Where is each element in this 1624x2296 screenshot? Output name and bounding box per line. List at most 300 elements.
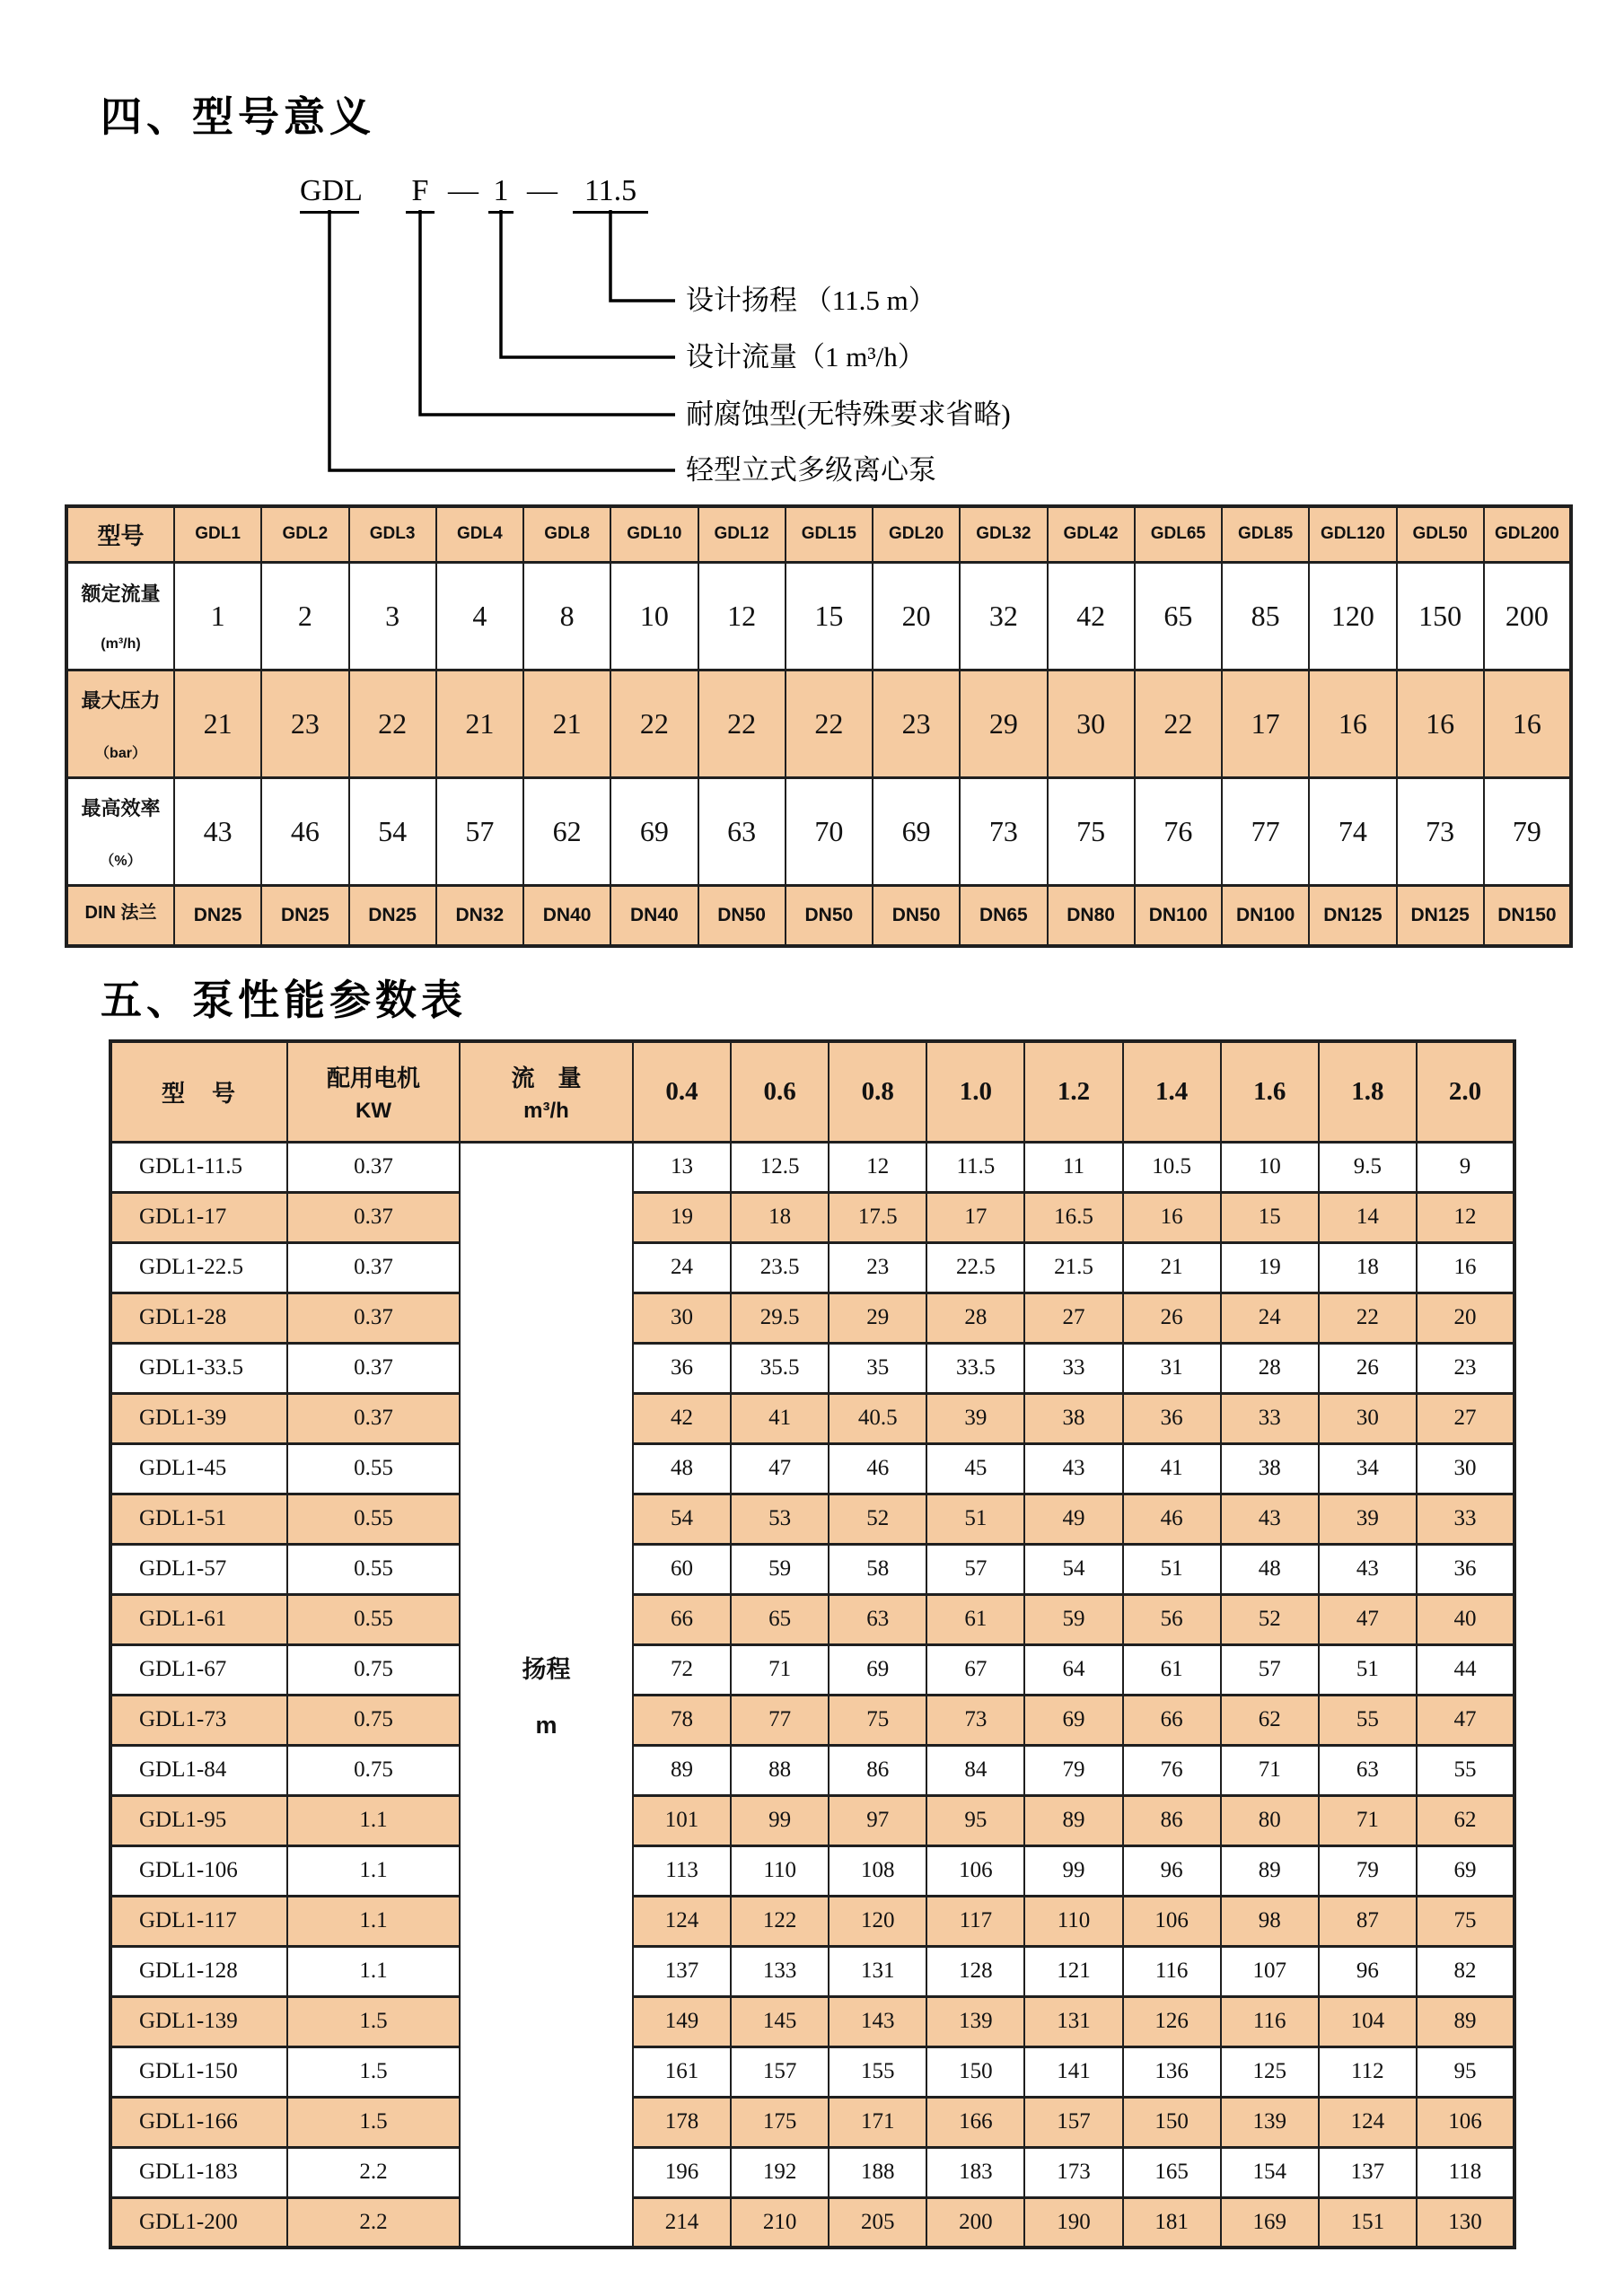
perf-row-head-value: 21 (1123, 1242, 1221, 1293)
perf-row-motor-kw: 0.55 (287, 1594, 460, 1644)
models-table-row-label-text: DIN 法兰 (84, 902, 157, 923)
perf-row-head-value: 131 (1024, 1996, 1122, 2046)
perf-row-head-value: 12 (829, 1142, 926, 1192)
model-code-connector-lines (296, 205, 691, 492)
perf-row-head-value: 63 (829, 1594, 926, 1644)
perf-row-head-value: 29.5 (731, 1293, 829, 1343)
perf-row-head-value: 155 (829, 2046, 926, 2097)
perf-row-head-value: 151 (1319, 2197, 1417, 2248)
perf-row-head-value: 175 (731, 2097, 829, 2147)
perf-row-head-value: 59 (1024, 1594, 1122, 1644)
perf-row-head-value: 55 (1319, 1695, 1417, 1745)
perf-row-head-value: 106 (1417, 2097, 1514, 2147)
performance-table-row (110, 1845, 1514, 1896)
models-table-row (66, 670, 1571, 777)
perf-row-head-value: 98 (1221, 1896, 1319, 1946)
models-table-value-cell: DN50 (786, 885, 873, 946)
model-code-dash: — (448, 174, 478, 207)
perf-row-head-value: 33 (1417, 1494, 1514, 1544)
models-table-value-cell: DN40 (610, 885, 698, 946)
perf-row-head-value: 62 (1221, 1695, 1319, 1745)
perf-row-head-value: 145 (731, 1996, 829, 2046)
perf-row-head-value: 82 (1417, 1946, 1514, 1996)
perf-row-head-value: 150 (1123, 2097, 1221, 2147)
models-table-model-header: GDL8 (523, 506, 610, 562)
perf-row-head-value: 117 (926, 1896, 1024, 1946)
performance-table-row (110, 1544, 1514, 1594)
perf-row-model: GDL1-150 (110, 2046, 287, 2097)
models-table-model-header: GDL20 (873, 506, 960, 562)
perf-row-head-value: 63 (1319, 1745, 1417, 1795)
models-table-row-label-flex (68, 671, 173, 776)
perf-row-head-value: 61 (926, 1594, 1024, 1644)
perf-row-head-value: 57 (1221, 1644, 1319, 1695)
perf-row-head-value: 53 (731, 1494, 829, 1544)
perf-row-model: GDL1-33.5 (110, 1343, 287, 1393)
models-table-value-cell: 73 (1397, 777, 1484, 885)
perf-row-head-value: 26 (1319, 1343, 1417, 1393)
perf-row-head-value: 21.5 (1024, 1242, 1122, 1293)
model-code-dash: — (527, 174, 557, 207)
performance-table-row (110, 1695, 1514, 1745)
perf-row-head-value: 72 (633, 1644, 731, 1695)
perf-row-head-value: 71 (1319, 1795, 1417, 1845)
perf-row-head-value: 38 (1024, 1393, 1122, 1443)
perf-row-head-value: 66 (1123, 1695, 1221, 1745)
perf-row-head-value: 110 (731, 1845, 829, 1896)
models-table-value-cell: 22 (610, 670, 698, 777)
models-table-corner-label: 型号 (66, 506, 174, 562)
models-table-value-cell: 30 (1048, 670, 1135, 777)
models-table-value-cell: 15 (786, 562, 873, 670)
perf-header-flow-value: 0.4 (633, 1041, 731, 1142)
perf-row-head-value: 149 (633, 1996, 731, 2046)
models-table-model-header: GDL42 (1048, 506, 1135, 562)
perf-head-unit-cell (460, 1142, 633, 2248)
section5-title: 五、泵性能参数表 (101, 977, 467, 1023)
perf-row-head-value: 75 (829, 1695, 926, 1745)
perf-row-head-value: 139 (1221, 2097, 1319, 2147)
perf-row-head-value: 97 (829, 1795, 926, 1845)
perf-row-head-value: 183 (926, 2147, 1024, 2197)
models-table-value-cell: 22 (786, 670, 873, 777)
models-table-value-cell: 54 (349, 777, 436, 885)
perf-row-model: GDL1-39 (110, 1393, 287, 1443)
perf-row-head-value: 143 (829, 1996, 926, 2046)
perf-row-head-value: 69 (1024, 1695, 1122, 1745)
perf-row-head-value: 150 (926, 2046, 1024, 2097)
models-table-value-cell: 1 (174, 562, 261, 670)
perf-row-head-value: 89 (1221, 1845, 1319, 1896)
models-table-row-label-text: 额定流量 (81, 582, 161, 605)
models-table-row-label (66, 670, 174, 777)
perf-row-model: GDL1-11.5 (110, 1142, 287, 1192)
perf-row-motor-kw: 0.55 (287, 1494, 460, 1544)
perf-row-head-value: 39 (1319, 1494, 1417, 1544)
perf-row-motor-kw: 2.2 (287, 2197, 460, 2248)
perf-row-head-value: 157 (731, 2046, 829, 2097)
models-table-row-label-flex (68, 564, 173, 668)
perf-row-head-value: 86 (829, 1745, 926, 1795)
perf-row-head-value: 59 (731, 1544, 829, 1594)
models-table-value-cell: DN25 (261, 885, 348, 946)
performance-table (109, 1039, 1516, 2249)
perf-row-model: GDL1-84 (110, 1745, 287, 1795)
performance-table-row (110, 1795, 1514, 1845)
perf-row-head-value: 31 (1123, 1343, 1221, 1393)
perf-row-head-value: 137 (633, 1946, 731, 1996)
models-table-row-label-flex (68, 779, 173, 883)
perf-row-head-value: 161 (633, 2046, 731, 2097)
perf-row-head-value: 75 (1417, 1896, 1514, 1946)
perf-row-motor-kw: 1.5 (287, 2046, 460, 2097)
perf-row-head-value: 157 (1024, 2097, 1122, 2147)
models-table-row-unit-text: （%） (100, 853, 142, 869)
perf-row-head-value: 78 (633, 1695, 731, 1745)
models-table-value-cell: DN25 (174, 885, 261, 946)
perf-row-head-value: 45 (926, 1443, 1024, 1494)
perf-row-head-value: 12.5 (731, 1142, 829, 1192)
perf-row-head-value: 88 (731, 1745, 829, 1795)
models-table-value-cell: 74 (1309, 777, 1396, 885)
perf-row-head-value: 99 (1024, 1845, 1122, 1896)
perf-row-head-value: 14 (1319, 1192, 1417, 1242)
models-table-row-label (66, 777, 174, 885)
perf-row-head-value: 48 (1221, 1544, 1319, 1594)
performance-table-row (110, 2097, 1514, 2147)
perf-row-head-value: 47 (731, 1443, 829, 1494)
perf-row-head-value: 23 (1417, 1343, 1514, 1393)
models-table-value-cell: 8 (523, 562, 610, 670)
perf-row-head-value: 190 (1024, 2197, 1122, 2248)
models-table-model-header: GDL50 (1397, 506, 1484, 562)
perf-header-motor (287, 1041, 460, 1142)
perf-row-head-value: 121 (1024, 1946, 1122, 1996)
perf-row-model: GDL1-45 (110, 1443, 287, 1494)
perf-row-head-value: 18 (1319, 1242, 1417, 1293)
perf-row-head-value: 39 (926, 1393, 1024, 1443)
performance-table-row (110, 1242, 1514, 1293)
models-table-value-cell: 16 (1484, 670, 1571, 777)
perf-row-head-value: 19 (1221, 1242, 1319, 1293)
perf-row-head-value: 106 (926, 1845, 1024, 1896)
perf-row-head-value: 20 (1417, 1293, 1514, 1343)
perf-row-head-value: 64 (1024, 1644, 1122, 1695)
models-table-model-header: GDL85 (1222, 506, 1309, 562)
performance-table-row (110, 1644, 1514, 1695)
perf-row-model: GDL1-61 (110, 1594, 287, 1644)
perf-row-head-value: 61 (1123, 1644, 1221, 1695)
perf-row-head-value: 118 (1417, 2147, 1514, 2197)
models-table-value-cell: 4 (436, 562, 523, 670)
models-table-value-cell: 85 (1222, 562, 1309, 670)
models-table-value-cell: DN50 (873, 885, 960, 946)
perf-row-head-value: 52 (829, 1494, 926, 1544)
perf-row-head-value: 33.5 (926, 1343, 1024, 1393)
model-code-material: F (406, 172, 435, 214)
perf-header-flow-value: 1.2 (1024, 1041, 1122, 1142)
perf-row-motor-kw: 1.1 (287, 1795, 460, 1845)
perf-header-flow (460, 1041, 633, 1142)
perf-row-head-value: 80 (1221, 1795, 1319, 1845)
performance-table-row (110, 1896, 1514, 1946)
models-table-value-cell: 3 (349, 562, 436, 670)
perf-row-head-value: 43 (1024, 1443, 1122, 1494)
model-code-series: GDL (300, 172, 359, 214)
perf-row-head-value: 67 (926, 1644, 1024, 1695)
perf-row-motor-kw: 1.1 (287, 1845, 460, 1896)
models-table-value-cell: 69 (873, 777, 960, 885)
perf-row-motor-kw: 0.37 (287, 1242, 460, 1293)
perf-row-head-value: 40.5 (829, 1393, 926, 1443)
perf-row-motor-kw: 0.75 (287, 1695, 460, 1745)
perf-row-head-value: 125 (1221, 2046, 1319, 2097)
models-table-model-header: GDL3 (349, 506, 436, 562)
perf-row-head-value: 139 (926, 1996, 1024, 2046)
models-table-row-label (66, 562, 174, 670)
perf-row-motor-kw: 0.75 (287, 1644, 460, 1695)
perf-row-head-value: 131 (829, 1946, 926, 1996)
models-table-value-cell: 120 (1309, 562, 1396, 670)
perf-row-head-value: 116 (1123, 1946, 1221, 1996)
perf-row-head-value: 154 (1221, 2147, 1319, 2197)
perf-header-flow-value: 1.8 (1319, 1041, 1417, 1142)
perf-row-head-value: 18 (731, 1192, 829, 1242)
perf-row-head-value: 95 (926, 1795, 1024, 1845)
perf-row-model: GDL1-67 (110, 1644, 287, 1695)
models-table-value-cell: 57 (436, 777, 523, 885)
perf-row-head-value: 165 (1123, 2147, 1221, 2197)
perf-row-head-value: 136 (1123, 2046, 1221, 2097)
perf-row-head-value: 169 (1221, 2197, 1319, 2248)
models-table-value-cell: DN32 (436, 885, 523, 946)
models-table-value-cell: 46 (261, 777, 348, 885)
models-table-value-cell: 22 (1135, 670, 1222, 777)
perf-row-head-value: 48 (633, 1443, 731, 1494)
perf-header-model: 型 号 (110, 1041, 287, 1142)
perf-row-head-value: 35.5 (731, 1343, 829, 1393)
models-overview-table (65, 504, 1573, 948)
models-table-value-cell: DN125 (1309, 885, 1396, 946)
perf-row-head-value: 51 (1123, 1544, 1221, 1594)
models-table-value-cell: 17 (1222, 670, 1309, 777)
perf-row-head-value: 15 (1221, 1192, 1319, 1242)
perf-row-motor-kw: 0.55 (287, 1443, 460, 1494)
perf-row-head-value: 71 (731, 1644, 829, 1695)
perf-row-head-value: 205 (829, 2197, 926, 2248)
models-table-value-cell: 150 (1397, 562, 1484, 670)
perf-row-model: GDL1-73 (110, 1695, 287, 1745)
perf-row-motor-kw: 0.37 (287, 1142, 460, 1192)
models-table-value-cell: 73 (960, 777, 1047, 885)
models-table-row (66, 777, 1571, 885)
perf-row-head-value: 34 (1319, 1443, 1417, 1494)
perf-row-motor-kw: 2.2 (287, 2147, 460, 2197)
perf-row-head-value: 77 (731, 1695, 829, 1745)
models-table-value-cell: 76 (1135, 777, 1222, 885)
performance-table-row (110, 1745, 1514, 1795)
perf-row-head-value: 113 (633, 1845, 731, 1896)
perf-row-head-value: 107 (1221, 1946, 1319, 1996)
perf-row-head-value: 110 (1024, 1896, 1122, 1946)
perf-row-head-value: 55 (1417, 1745, 1514, 1795)
perf-row-model: GDL1-22.5 (110, 1242, 287, 1293)
perf-row-head-value: 11.5 (926, 1142, 1024, 1192)
perf-row-head-value: 104 (1319, 1996, 1417, 2046)
perf-row-head-value: 69 (829, 1644, 926, 1695)
perf-row-head-value: 126 (1123, 1996, 1221, 2046)
perf-row-head-value: 36 (1417, 1544, 1514, 1594)
perf-row-head-value: 47 (1417, 1695, 1514, 1745)
perf-row-head-value: 44 (1417, 1644, 1514, 1695)
perf-row-motor-kw: 0.37 (287, 1343, 460, 1393)
perf-row-head-value: 28 (926, 1293, 1024, 1343)
perf-row-model: GDL1-139 (110, 1996, 287, 2046)
perf-row-head-value: 122 (731, 1896, 829, 1946)
perf-row-head-value: 69 (1417, 1845, 1514, 1896)
perf-row-model: GDL1-57 (110, 1544, 287, 1594)
models-table-value-cell: 77 (1222, 777, 1309, 885)
perf-row-head-value: 54 (633, 1494, 731, 1544)
perf-row-head-value: 35 (829, 1343, 926, 1393)
models-table-value-cell: 63 (698, 777, 786, 885)
perf-row-model: GDL1-200 (110, 2197, 287, 2248)
models-table-value-cell: 70 (786, 777, 873, 885)
perf-row-head-value: 101 (633, 1795, 731, 1845)
models-overview-table-container (65, 504, 1573, 948)
perf-row-head-value: 96 (1319, 1946, 1417, 1996)
perf-header-flow-value: 0.6 (731, 1041, 829, 1142)
perf-row-head-value: 36 (1123, 1393, 1221, 1443)
performance-table-container (109, 1039, 1516, 2249)
perf-row-model: GDL1-117 (110, 1896, 287, 1946)
models-table-model-header: GDL15 (786, 506, 873, 562)
perf-row-head-value: 27 (1024, 1293, 1122, 1343)
models-table-model-header: GDL120 (1309, 506, 1396, 562)
perf-row-motor-kw: 0.37 (287, 1293, 460, 1343)
perf-row-head-value: 10.5 (1123, 1142, 1221, 1192)
models-table-value-cell: 10 (610, 562, 698, 670)
models-table-model-header: GDL2 (261, 506, 348, 562)
callout-corrosion-type: 耐腐蚀型(无特殊要求省略) (686, 399, 1011, 430)
perf-row-head-value: 112 (1319, 2046, 1417, 2097)
callout-design-flow: 设计流量（1 m³/h） (686, 341, 926, 372)
perf-row-head-value: 96 (1123, 1845, 1221, 1896)
models-table-value-cell: 16 (1397, 670, 1484, 777)
perf-row-head-value: 166 (926, 2097, 1024, 2147)
perf-row-head-value: 9 (1417, 1142, 1514, 1192)
perf-row-head-value: 60 (633, 1544, 731, 1594)
perf-row-head-value: 17 (926, 1192, 1024, 1242)
perf-row-head-value: 87 (1319, 1896, 1417, 1946)
perf-row-head-value: 22.5 (926, 1242, 1024, 1293)
models-table-row-unit-text: (m³/h) (101, 636, 141, 653)
performance-table-row (110, 1443, 1514, 1494)
perf-row-head-value: 24 (1221, 1293, 1319, 1343)
perf-row-motor-kw: 0.37 (287, 1393, 460, 1443)
perf-row-head-value: 19 (633, 1192, 731, 1242)
performance-table-header-row (110, 1041, 1514, 1142)
perf-row-head-value: 33 (1221, 1393, 1319, 1443)
models-table-value-cell: DN150 (1484, 885, 1571, 946)
models-table-value-cell: 16 (1309, 670, 1396, 777)
performance-table-row (110, 1293, 1514, 1343)
performance-table-row (110, 2046, 1514, 2097)
perf-row-motor-kw: 1.1 (287, 1946, 460, 1996)
perf-header-flow-value: 1.4 (1123, 1041, 1221, 1142)
perf-row-head-value: 79 (1319, 1845, 1417, 1896)
models-table-value-cell: 42 (1048, 562, 1135, 670)
models-table-value-cell: DN25 (349, 885, 436, 946)
perf-header-motor-line2: KW (356, 1098, 391, 1123)
models-table-value-cell: 32 (960, 562, 1047, 670)
performance-table-row (110, 1946, 1514, 1996)
perf-row-head-value: 23.5 (731, 1242, 829, 1293)
perf-head-unit-line2: m (535, 1711, 557, 1739)
perf-row-motor-kw: 0.37 (287, 1192, 460, 1242)
models-table-header-row (66, 506, 1571, 562)
perf-row-head-value: 30 (1319, 1393, 1417, 1443)
performance-table-row (110, 1343, 1514, 1393)
models-table-value-cell: 12 (698, 562, 786, 670)
perf-row-head-value: 124 (1319, 2097, 1417, 2147)
models-table-value-cell: 43 (174, 777, 261, 885)
models-table-value-cell: 21 (523, 670, 610, 777)
perf-row-head-value: 16.5 (1024, 1192, 1122, 1242)
perf-row-head-value: 42 (633, 1393, 731, 1443)
models-table-row-unit-text: （bar） (95, 745, 146, 761)
models-table-value-cell: 2 (261, 562, 348, 670)
perf-row-head-value: 24 (633, 1242, 731, 1293)
models-table-value-cell: 21 (174, 670, 261, 777)
perf-row-model: GDL1-17 (110, 1192, 287, 1242)
models-table-value-cell: DN65 (960, 885, 1047, 946)
perf-row-head-value: 51 (1319, 1644, 1417, 1695)
models-table-value-cell: 29 (960, 670, 1047, 777)
perf-row-head-value: 79 (1024, 1745, 1122, 1795)
perf-row-head-value: 41 (1123, 1443, 1221, 1494)
perf-row-head-value: 46 (1123, 1494, 1221, 1544)
performance-table-row (110, 1192, 1514, 1242)
models-table-model-header: GDL4 (436, 506, 523, 562)
performance-table-row (110, 2147, 1514, 2197)
perf-row-head-value: 10 (1221, 1142, 1319, 1192)
perf-row-head-value: 17.5 (829, 1192, 926, 1242)
perf-row-head-value: 192 (731, 2147, 829, 2197)
perf-row-head-value: 38 (1221, 1443, 1319, 1494)
perf-row-head-value: 46 (829, 1443, 926, 1494)
perf-head-unit-line1: 扬程 (522, 1655, 571, 1683)
perf-row-head-value: 99 (731, 1795, 829, 1845)
perf-row-head-value: 210 (731, 2197, 829, 2248)
models-table-model-header: GDL1 (174, 506, 261, 562)
perf-row-head-value: 52 (1221, 1594, 1319, 1644)
models-table-value-cell: DN40 (523, 885, 610, 946)
models-table-value-cell: 75 (1048, 777, 1135, 885)
perf-row-head-value: 28 (1221, 1343, 1319, 1393)
perf-row-head-value: 178 (633, 2097, 731, 2147)
perf-row-head-value: 43 (1221, 1494, 1319, 1544)
model-code-flow: 1 (488, 172, 514, 214)
perf-row-head-value: 171 (829, 2097, 926, 2147)
models-table-value-cell: 20 (873, 562, 960, 670)
perf-row-head-value: 40 (1417, 1594, 1514, 1644)
perf-row-head-value: 89 (633, 1745, 731, 1795)
perf-row-model: GDL1-128 (110, 1946, 287, 1996)
perf-row-head-value: 181 (1123, 2197, 1221, 2248)
perf-row-motor-kw: 1.5 (287, 1996, 460, 2046)
perf-row-head-value: 11 (1024, 1142, 1122, 1192)
